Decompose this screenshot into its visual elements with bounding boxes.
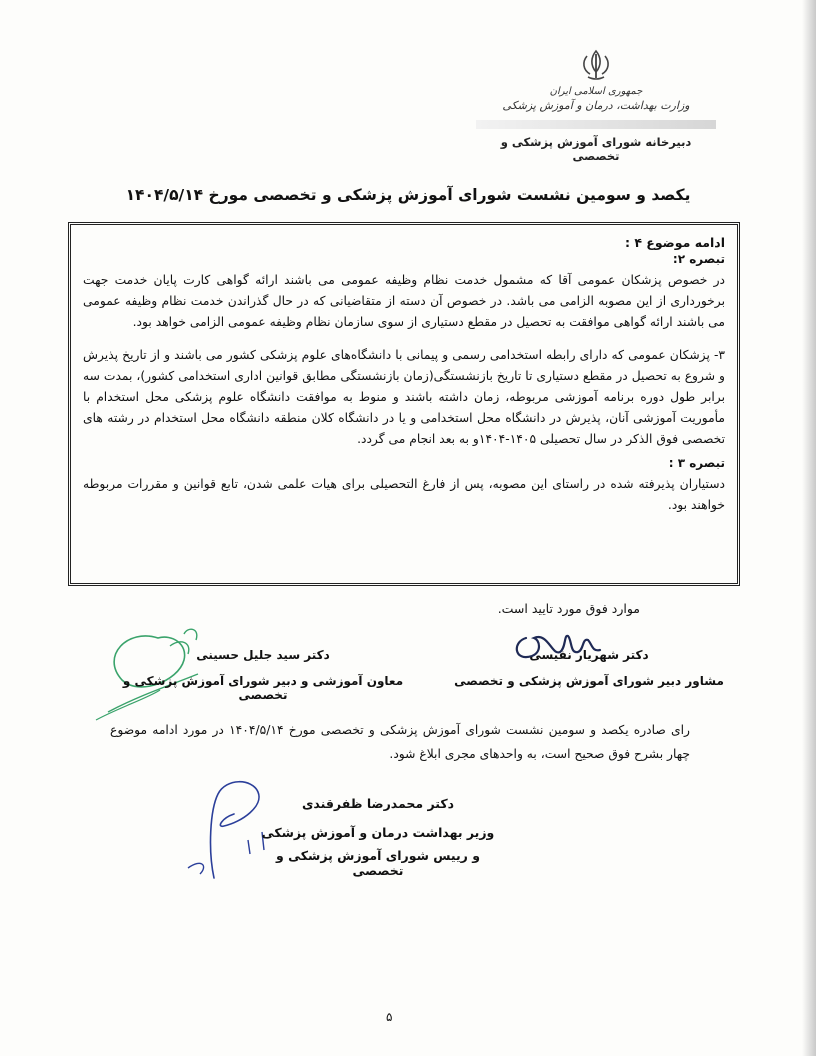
note2-label: تبصره ۲: [672, 252, 725, 266]
signatory-right-name: دکتر شهریار نفیسی [529, 648, 649, 662]
signatory-left-name: دکتر سید جلیل حسینی [196, 648, 330, 662]
resolution-box [68, 222, 740, 586]
note3-text: دستیاران پذیرفته شده در راستای این مصوبه، پس از فارغ التحصیلی برای هیات علمی شدن، تابع قوانین و مقررات مربوطه خواهند بود. [83, 477, 725, 512]
continuation-heading: ادامه موضوع ۴ : [624, 235, 725, 250]
ministry-name: وزارت بهداشت، درمان و آموزش پزشکی [502, 99, 690, 112]
signatory-right [444, 648, 734, 688]
approval-statement: موارد فوق مورد تایید است. [497, 601, 640, 616]
minister-role-1: وزیر بهداشت درمان و آموزش پزشکی [261, 825, 495, 840]
signatory-right-role: مشاور دبیر شورای آموزش پزشکی و تخصصی [454, 674, 724, 688]
note3-label: تبصره ۳ : [668, 456, 725, 470]
item3-text: ۳- پزشکان عمومی که دارای رابطه استخدامی رسمی و پیمانی با دانشگاه‌های علوم پزشکی کشور می باشند و از تاریخ پذیرش و شروع به تحصیل در مقطع دستیاری تا تاریخ بازنشستگی(زمان بازنشستگی مطابق قوانین اداری استخدامی کشور)، بمدت سه برابر طول دوره برنامه آموزشی مربوطه، زمان داشته باشند و منوط به موافقت دانشگاه علوم پزشکی محل استخدام با مأموریت آموزشی آنان، پذیرش در دانشگاه محل استخدامی و یا در دانشگاه کلان منطقه دانشگاه محل استخدام در رشته های تخصصی فوق الذکر در سال تحصیلی ۱۴۰۵-۱۴۰۴و به بعد انجام می گردد. [83, 348, 725, 446]
scan-edge-shadow [802, 0, 816, 1056]
document-title: یکصد و سومین نشست شورای آموزش پزشکی و تخصصی مورخ ۱۴۰۴/۵/۱۴ [125, 186, 691, 204]
iran-emblem-icon [576, 48, 616, 82]
letterhead [476, 48, 716, 163]
signatory-left-role: معاون آموزشی و دبیر شورای آموزش پزشکی و تخصصی [122, 674, 404, 702]
country-name: جمهوری اسلامی ایران [549, 86, 643, 97]
note2-text: در خصوص پزشکان عمومی آقا که مشمول خدمت نظام وظیفه عمومی می باشند ارائه گواهی کارت پایان خدمت جهت برخورداری از این مصوبه الزامی می باشد. در خصوص آن دسته از متقاضیانی که در حال گذراندن خدمت نظام وظیفه عمومی می باشند ارائه گواهی موافقت به تحصیل در مقطع دستیاری از سوی سازمان نظام وظیفه عمومی الزامی خواهد بود. [83, 273, 725, 329]
signatory-left [108, 648, 418, 702]
page-number: ۵ [386, 1010, 393, 1024]
secretariat-name: دبیرخانه شورای آموزش پزشکی و تخصصی [500, 135, 692, 163]
minister-role-2: و رییس شورای آموزش پزشکی و تخصصی [275, 848, 480, 878]
decree-text: رای صادره یکصد و سومین نشست شورای آموزش پزشکی و تخصصی مورخ ۱۴۰۴/۵/۱۴ در مورد ادامه موضوع چهار بشرح فوق صحیح است، به واحدهای مجری ابلاغ شود. [110, 723, 690, 761]
minister-name: دکتر محمدرضا ظفرقندی [301, 796, 455, 811]
header-rule [476, 120, 716, 129]
minister-signature-block [258, 796, 498, 878]
